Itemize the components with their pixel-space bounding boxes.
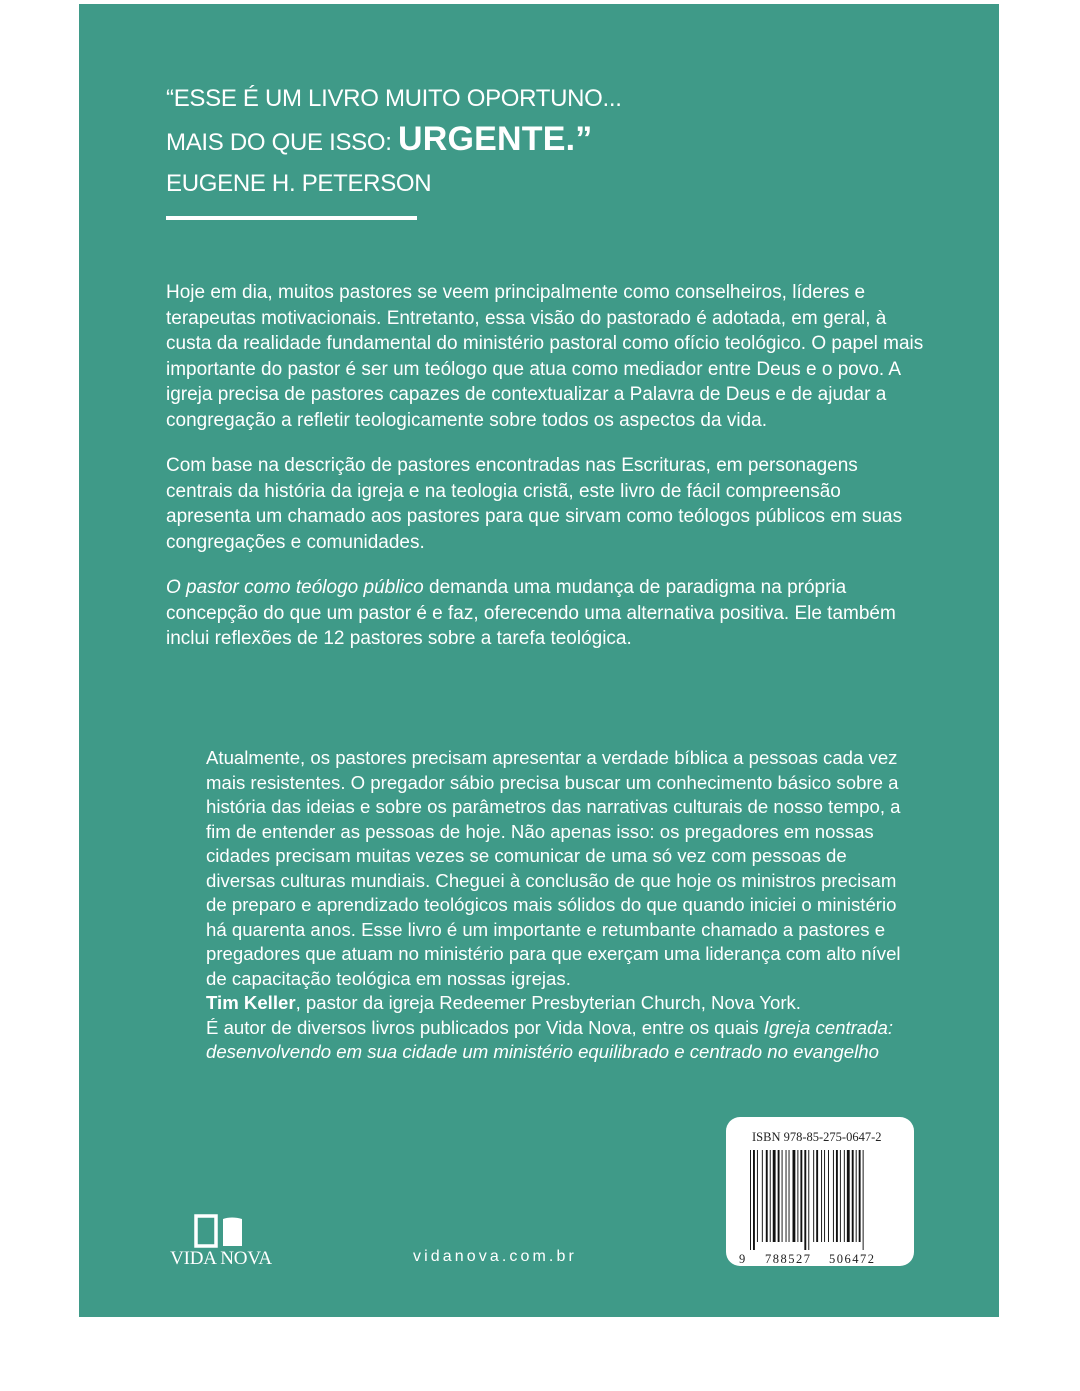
description-paragraph-3 (166, 575, 926, 652)
endorsement-author-name: Tim Keller (206, 992, 296, 1013)
book-back-cover (79, 4, 999, 1317)
endorsement-text: Atualmente, os pastores precisam apresentar a verdade bíblica a pessoas cada vez mais resistentes. O pregador sábio precisa buscar um conhecimento básico sobre a história das ideias e sobre os parâmetros das narrativas culturais de nosso tempo, a fim de entender as pessoas de hoje. Não apenas isso: os pregadores em nossas cidades precisam muitas vezes se comunicar de uma só vez com pessoas de diversas culturas mundiais. Cheguei à conclusão de que hoje os ministros precisam de preparo e aprendizado teológicos mais sólidos do que quando iniciei o ministério há quarenta anos. Esse livro é um importante e retumbante chamado a pastores e pregadores que atuam no ministério para que exerçam uma liderança com alto nível de capacitação teológica em nossas igrejas. (206, 747, 901, 989)
barcode-bar (821, 1150, 822, 1242)
endorsement-author-books: É autor de diversos livros publicados por Vida Nova, entre os quais (206, 1016, 764, 1038)
book-description (166, 280, 926, 672)
isbn-barcode-box (726, 1117, 914, 1266)
description-paragraph-1: Hoje em dia, muitos pastores se veem principalmente como conselheiros, líderes e terapeutas motivacionais. Entretanto, essa visão do pastorado é adotada, em geral, à custa da realidade fundamental do ministério pastoral como ofício teológico. O papel mais importante do pastor é ser um teólogo que atua como mediador entre Deus e o povo. A igreja precisa de pastores capazes de contextualizar a Palavra de Deus e de ajudar a congregação a refletir teologicamente sobre todos os aspectos da vida. (166, 282, 924, 431)
barcode-bar (762, 1150, 763, 1242)
barcode-bar (863, 1150, 864, 1250)
publisher-name: VIDA NOVA (170, 1248, 272, 1269)
barcode-bar (856, 1150, 857, 1242)
barcode-bar (828, 1150, 829, 1242)
endorsement-book-title: Igreja centrada: desenvolvendo em sua cidade um ministério equilibrado e centrado no evangelho (206, 1016, 893, 1062)
barcode-bar (808, 1150, 809, 1250)
barcode-bar (804, 1150, 806, 1250)
barcode-bar (786, 1150, 787, 1242)
barcode-bar (793, 1150, 796, 1242)
barcode-bar (778, 1150, 780, 1242)
barcode-digit-first: 9 (739, 1252, 746, 1266)
barcode-bar (824, 1150, 825, 1242)
description-paragraph-2: Com base na descrição de pastores encontradas nas Escrituras, em personagens centrais da história da igreja e na teologia cristã, este livro de fácil compreensão apresenta um chamado aos pastores para que sirvam como teólogos públicos em suas congregações e comunidades. (166, 455, 903, 553)
barcode-bar (813, 1150, 814, 1242)
barcode-bar (847, 1150, 850, 1242)
barcode-bar (859, 1150, 861, 1242)
barcode-bar (816, 1150, 818, 1242)
quote-line-2 (166, 119, 622, 163)
cover-quote (166, 78, 622, 204)
barcode-bar (770, 1150, 771, 1242)
quote-line-1: “ESSE É UM LIVRO MUITO OPORTUNO... (166, 85, 622, 112)
barcode-bar (836, 1150, 838, 1242)
barcode-bar (773, 1150, 776, 1242)
barcode-bar (789, 1150, 790, 1242)
barcode-bar (844, 1150, 845, 1242)
barcode-bar (800, 1150, 802, 1242)
publisher-logo (165, 1214, 277, 1276)
barcode-bar (840, 1150, 841, 1242)
quote-line-2-prefix: MAIS DO QUE ISSO: (166, 129, 398, 156)
barcode-bar (753, 1150, 755, 1250)
description-paragraph-3-text: demanda uma mudança de paradigma na própria concepção do que um pastor é e faz, oferecendo uma alternativa positiva. Ele também inclui reflexões de 12 pastores sobre a tarefa teológica. (166, 577, 896, 649)
barcode-bar (797, 1150, 798, 1242)
quote-author: EUGENE H. PETERSON (166, 170, 432, 197)
endorsement-author-role: , pastor da igreja Redeemer Presbyterian Church, Nova York. (295, 992, 801, 1013)
publisher-book-icon (194, 1214, 246, 1248)
barcode-bar (852, 1150, 854, 1242)
quote-emphasis: URGENTE.” (397, 120, 593, 158)
endorsement-attribution (206, 991, 921, 1065)
quote-divider (166, 216, 417, 220)
barcode-bar (750, 1150, 751, 1250)
endorsement (206, 746, 921, 1065)
isbn-label: ISBN 978-85-275-0647-2 (752, 1130, 882, 1144)
publisher-website: vidanova.com.br (413, 1248, 577, 1265)
barcode-icon (738, 1148, 902, 1266)
book-title: O pastor como teólogo público (166, 577, 424, 598)
barcode-bar (782, 1150, 783, 1242)
barcode-bar (833, 1150, 834, 1242)
barcode-bar (757, 1150, 758, 1242)
barcode-digits-left: 788527 (765, 1252, 812, 1266)
barcode-digits-right: 506472 (829, 1252, 876, 1266)
barcode-bar (766, 1150, 768, 1242)
